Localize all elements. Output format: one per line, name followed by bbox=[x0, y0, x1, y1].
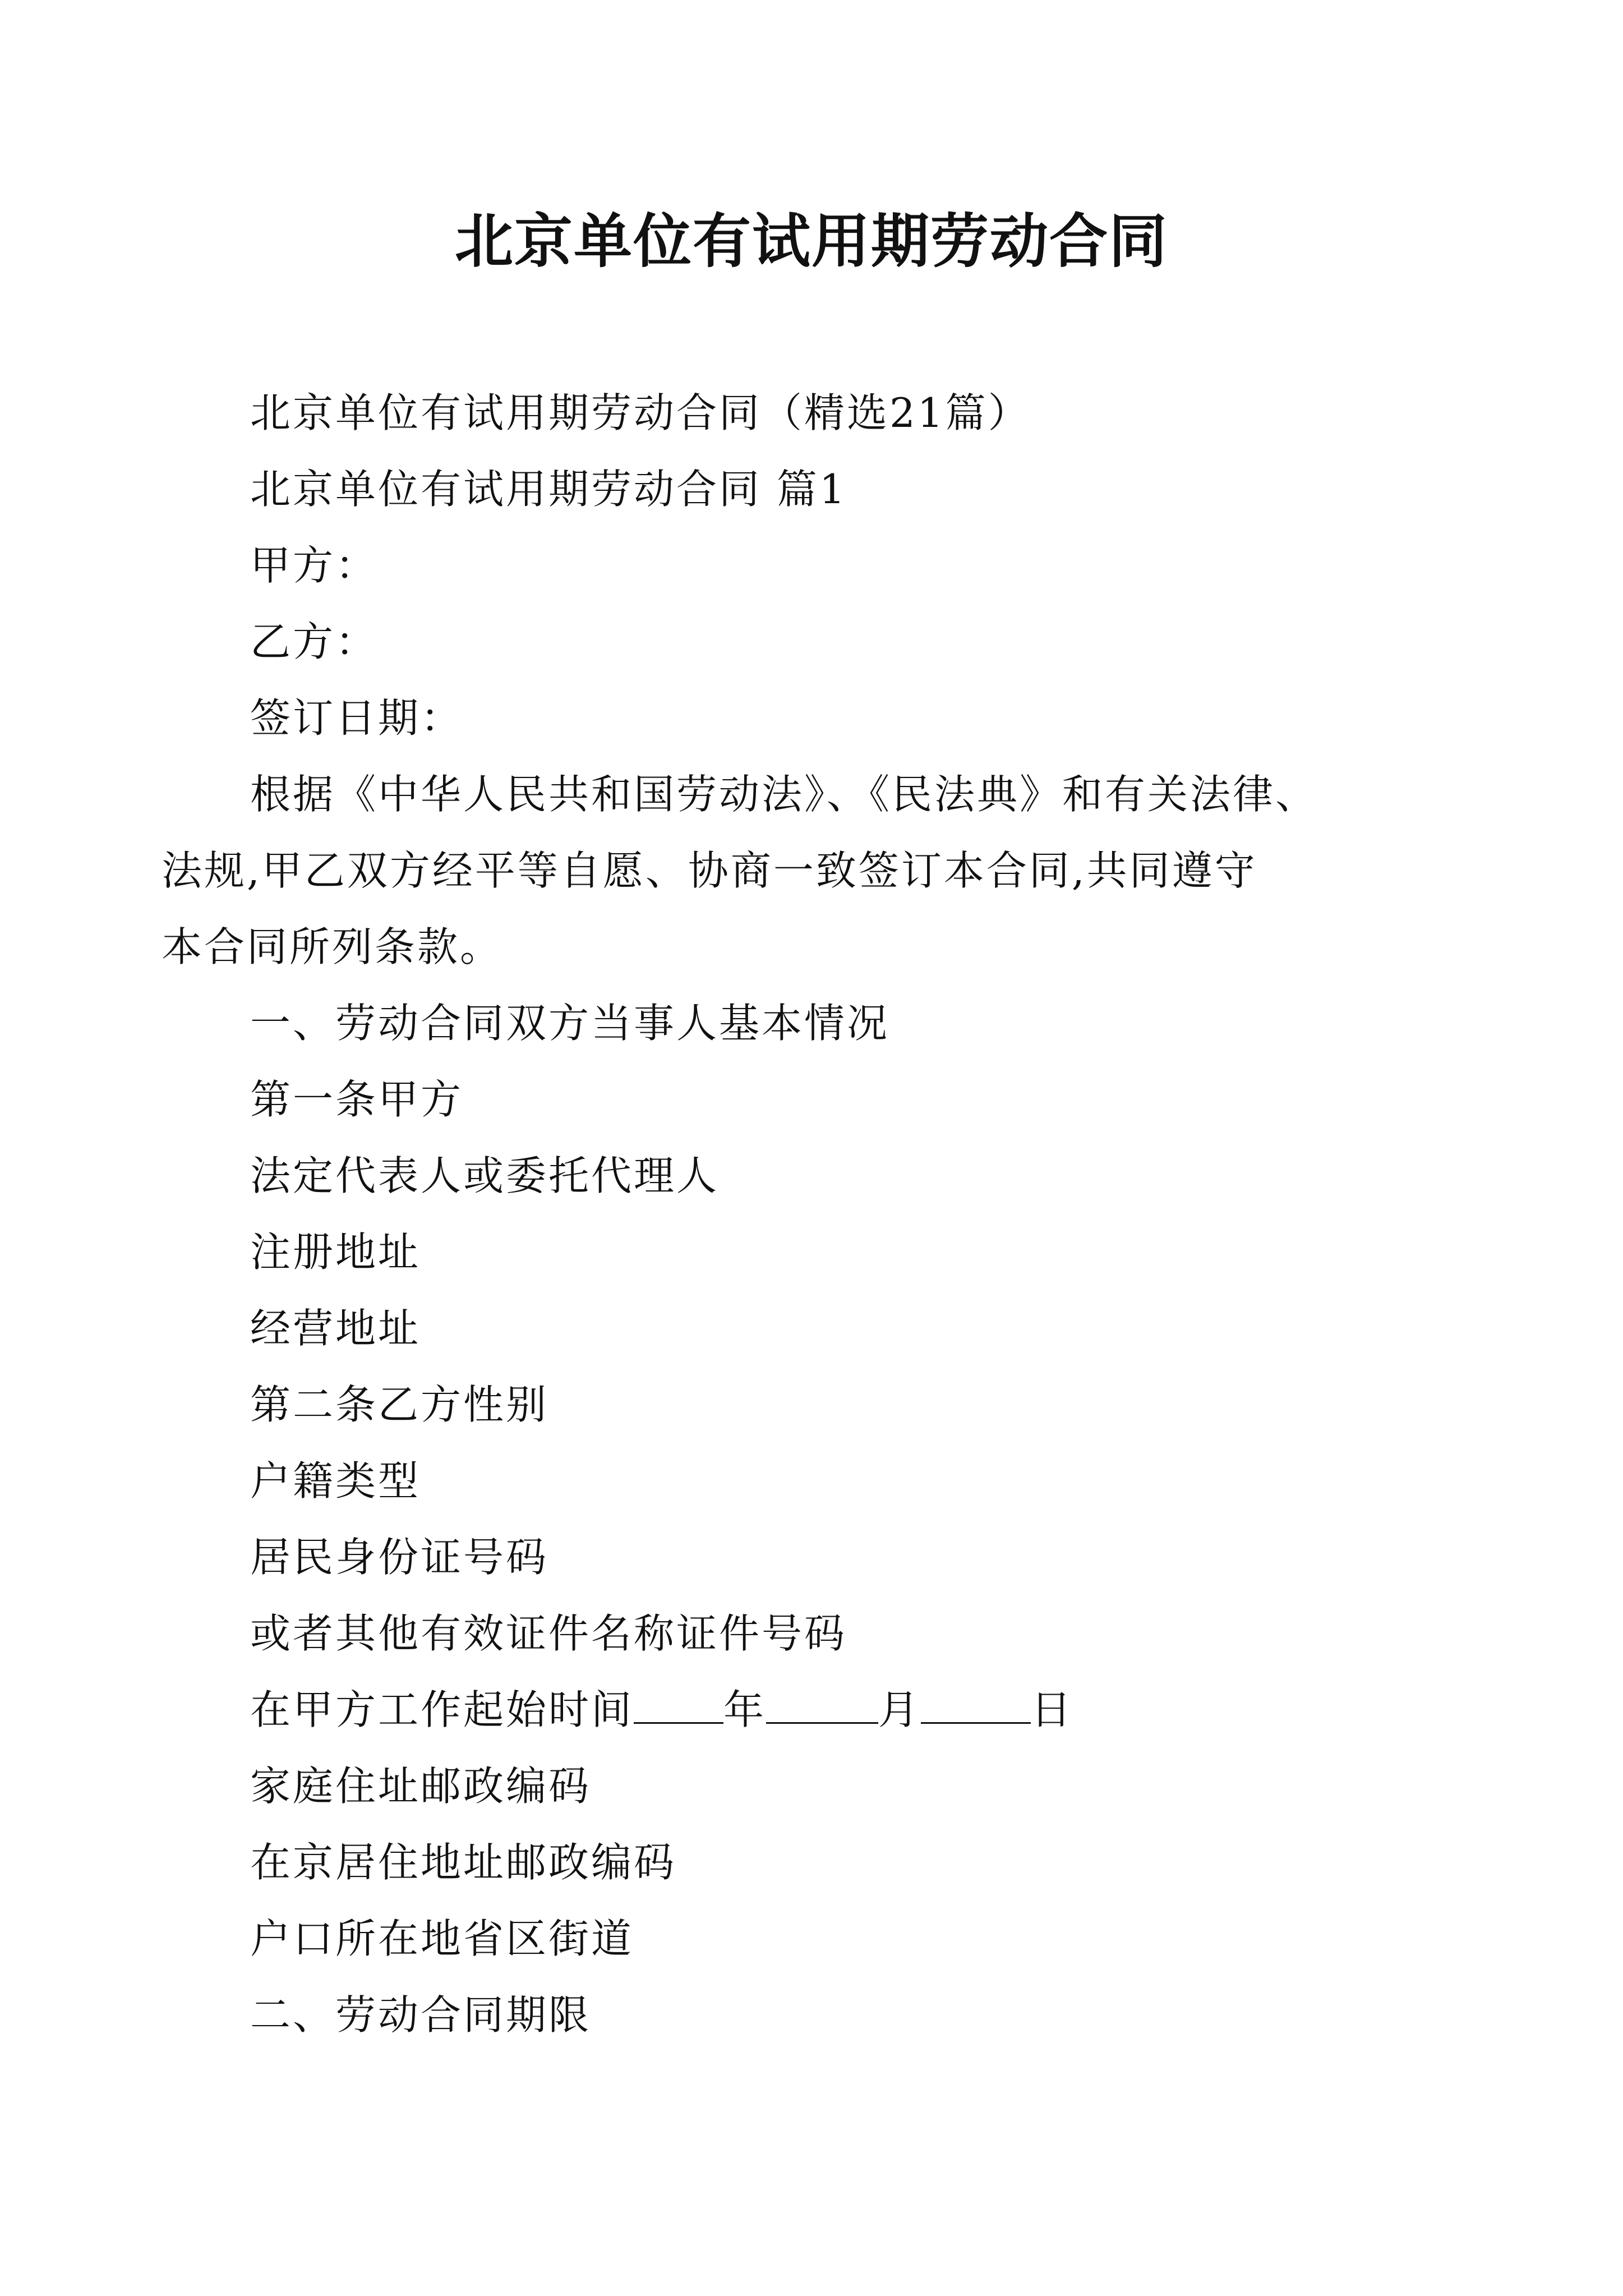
party-a-label: 甲方： bbox=[250, 542, 379, 589]
day-blank bbox=[921, 1680, 1031, 1724]
sign-date-label: 签订日期： bbox=[250, 694, 464, 742]
start-time-prefix: 在甲方工作起始时间 bbox=[250, 1686, 634, 1733]
home-address: 家庭住址邮政编码 bbox=[250, 1763, 592, 1810]
beijing-address: 在京居住地址邮政编码 bbox=[250, 1839, 677, 1886]
year-label: 年 bbox=[723, 1686, 767, 1733]
legal-rep: 法定代表人或委托代理人 bbox=[250, 1152, 720, 1199]
document-body bbox=[162, 375, 1394, 2053]
registered-address: 注册地址 bbox=[250, 1228, 421, 1276]
id-number: 居民身份证号码 bbox=[250, 1534, 549, 1581]
section-heading: 北京单位有试用期劳动合同 篇1 bbox=[250, 466, 847, 513]
preamble-line: 根据《中华人民共和国劳动法》、《民法典》和有关法律、 bbox=[250, 771, 1318, 818]
preamble-line: 本合同所列条款。 bbox=[162, 923, 503, 970]
other-id: 或者其他有效证件名称证件号码 bbox=[250, 1610, 847, 1657]
document-title: 北京单位有试用期劳动合同 bbox=[454, 206, 1168, 275]
year-blank bbox=[634, 1680, 723, 1724]
start-time-line bbox=[250, 1672, 1394, 1748]
document-subtitle: 北京单位有试用期劳动合同（精选21篇） bbox=[250, 389, 1031, 436]
party-b-label: 乙方： bbox=[250, 618, 379, 665]
preamble-line: 法规,甲乙双方经平等自愿、协商一致签订本合同,共同遵守 bbox=[162, 847, 1257, 894]
month-label: 月 bbox=[878, 1686, 921, 1733]
month-blank bbox=[766, 1680, 878, 1724]
business-address: 经营地址 bbox=[250, 1305, 421, 1352]
household-type: 户籍类型 bbox=[250, 1457, 421, 1504]
article2: 第二条乙方性别 bbox=[250, 1381, 549, 1428]
part1-heading: 一、劳动合同双方当事人基本情况 bbox=[250, 1000, 890, 1047]
hukou-location: 户口所在地省区街道 bbox=[250, 1915, 634, 1962]
part2-heading: 二、劳动合同期限 bbox=[250, 1991, 592, 2039]
day-label: 日 bbox=[1031, 1686, 1074, 1733]
article1: 第一条甲方 bbox=[250, 1076, 464, 1123]
